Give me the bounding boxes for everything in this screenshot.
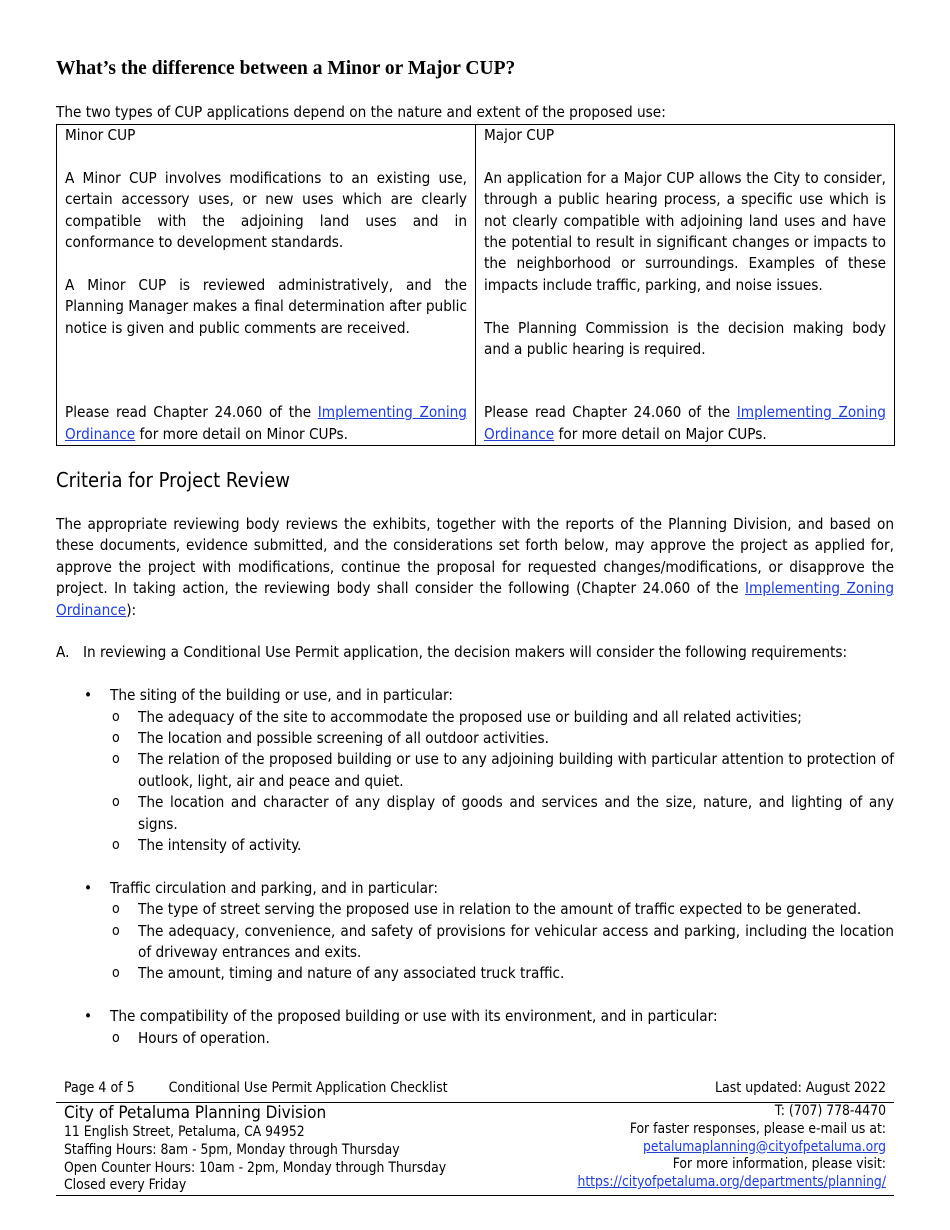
zoning-ordinance-link[interactable]: Implementing Zoning Ordinance xyxy=(56,579,894,619)
minor-cup-description: A Minor CUP involves modifications to an existing use, certain accessory uses, or new uses which are clearly compatible with the adjoining land uses and in conformance to development standards. xyxy=(65,168,467,252)
major-cup-description: An application for a Major CUP allows the City to consider, through a public hearing process, a specific use which is not clearly compatible with adjoining land uses and have the potential to result in significant changes or impacts to the neighborhood or surroundings. Examples of these impacts include traffic, parking, and noise issues. xyxy=(484,168,886,294)
requirement-item-a xyxy=(56,642,894,663)
page-number: Page 4 of 5 xyxy=(64,1080,135,1096)
footer-meta-left xyxy=(64,1078,448,1098)
intro-text: The two types of CUP applications depend on the nature and extent of the proposed use: xyxy=(56,103,666,121)
list-item: o The relation of the proposed building or use to any adjoining building with particular attention to protection of outlook, light, air and peace and quiet. xyxy=(109,749,894,792)
minor-cup-title: Minor CUP xyxy=(65,126,136,144)
document-title: Conditional Use Permit Application Checklist xyxy=(168,1080,448,1096)
list-item: o The type of street serving the proposed use in relation to the amount of traffic expected to be generated. xyxy=(109,899,894,920)
criteria-body xyxy=(56,514,894,1049)
minor-cup-read-more xyxy=(65,402,467,445)
criteria-text: The appropriate reviewing body reviews the exhibits, together with the reports of the Planning Division, and based on these documents, evidence submitted, and the considerations set forth below, may approve the project as applied for, approve the project with modifications, continue the proposal for requested changes/modifications, or disapprove the project. In taking action, the reviewing body shall consider the following (Chapter 24.060 of the xyxy=(56,515,894,598)
list-item: o The location and possible screening of all outdoor activities. xyxy=(109,728,894,749)
major-cup-read-more xyxy=(484,402,886,445)
question-heading: What’s the difference between a Minor or Major CUP? xyxy=(56,58,516,79)
criteria-group xyxy=(56,878,894,1006)
email-link[interactable]: petalumaplanning@cityofpetaluma.org xyxy=(642,1138,886,1155)
address: 11 English Street, Petaluma, CA 94952 xyxy=(64,1124,305,1140)
list-item: o The adequacy, convenience, and safety of provisions for vehicular access and parking, including the location of driveway entrances and exits. xyxy=(109,921,894,964)
email-prompt: For faster responses, please e-mail us at: xyxy=(629,1120,886,1137)
criteria-heading: Criteria for Project Review xyxy=(56,468,290,492)
major-cup-title: Major CUP xyxy=(484,126,555,144)
read-more-suffix: for more detail on Major CUPs. xyxy=(554,424,767,443)
criteria-group xyxy=(56,1006,894,1049)
read-more-prefix: Please read Chapter 24.060 of the xyxy=(484,403,737,422)
sub-list xyxy=(110,1028,894,1049)
minor-cup-cell xyxy=(57,125,476,446)
group-title: The siting of the building or use, and in particular: xyxy=(110,686,453,705)
criteria-paragraph xyxy=(56,514,894,621)
major-cup-cell xyxy=(476,125,895,446)
minor-cup-review: A Minor CUP is reviewed administratively, and the Planning Manager makes a final determination after public notice is given and public comments are received. xyxy=(65,275,467,337)
footer-contact-left xyxy=(64,1103,446,1195)
list-item: o Hours of operation. xyxy=(109,1028,894,1049)
zoning-ordinance-link[interactable]: Implementing Zoning Ordinance xyxy=(65,403,467,443)
read-more-prefix: Please read Chapter 24.060 of the xyxy=(65,403,318,422)
page-footer xyxy=(56,1078,894,1196)
phone-number: T: (707) 778-4470 xyxy=(774,1103,886,1119)
website-link[interactable]: https://cityofpetaluma.org/departments/planning/ xyxy=(577,1174,886,1191)
sub-list xyxy=(110,707,894,857)
sub-list xyxy=(110,899,894,985)
criteria-list xyxy=(56,685,894,1049)
list-item: o The location and character of any display of goods and services and the size, nature, and lighting of any signs. xyxy=(109,792,894,835)
criteria-group xyxy=(56,685,894,878)
footer-contact-box xyxy=(56,1102,894,1196)
group-title: Traffic circulation and parking, and in particular: xyxy=(110,878,438,897)
website-prompt: For more information, please visit: xyxy=(672,1156,886,1173)
cup-comparison-table xyxy=(56,124,895,446)
closed-note: Closed every Friday xyxy=(64,1177,187,1194)
zoning-ordinance-link[interactable]: Implementing Zoning Ordinance xyxy=(484,403,886,443)
footer-contact-right xyxy=(577,1103,886,1195)
item-text: In reviewing a Conditional Use Permit application, the decision makers will consider the following requirements: xyxy=(83,643,848,662)
organization-name: City of Petaluma Planning Division xyxy=(64,1103,327,1123)
criteria-text-end: ): xyxy=(126,600,137,619)
read-more-suffix: for more detail on Minor CUPs. xyxy=(135,424,348,443)
list-item: o The intensity of activity. xyxy=(109,835,894,856)
footer-meta-row xyxy=(56,1078,894,1098)
list-item: o The adequacy of the site to accommodate the proposed use or building and all related activities; xyxy=(109,707,894,728)
list-item: o The amount, timing and nature of any associated truck traffic. xyxy=(109,963,894,984)
item-label: A. xyxy=(56,643,70,662)
staffing-hours: Staffing Hours: 8am - 5pm, Monday through Thursday xyxy=(64,1141,400,1158)
counter-hours: Open Counter Hours: 10am - 2pm, Monday through Thursday xyxy=(64,1159,447,1176)
major-cup-review: The Planning Commission is the decision making body and a public hearing is required. xyxy=(484,318,886,359)
group-title: The compatibility of the proposed building or use with its environment, and in particular: xyxy=(110,1007,718,1026)
last-updated: Last updated: August 2022 xyxy=(715,1080,886,1096)
